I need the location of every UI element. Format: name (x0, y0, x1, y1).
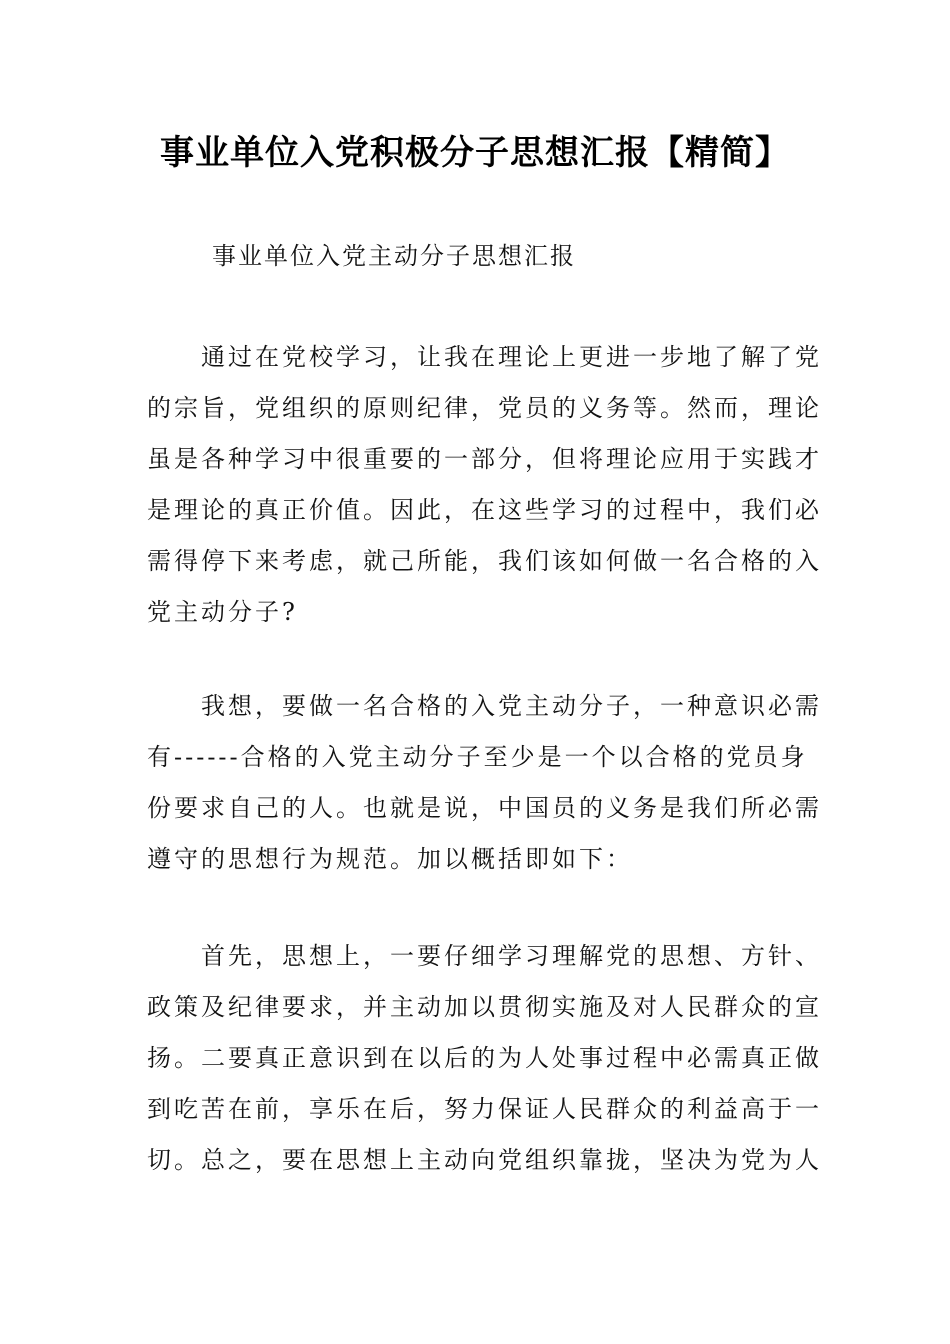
document-title: 事业单位入党积极分子思想汇报【精简】 (160, 133, 790, 173)
paragraph-line: 需得停下来考虑，就己所能，我们该如何做一名合格的入 (147, 547, 822, 575)
paragraph-line: 我想，要做一名合格的入党主动分子，一种意识必需 (201, 692, 822, 720)
paragraph-line: 虽是各种学习中很重要的一部分，但将理论应用于实践才 (147, 445, 822, 473)
paragraph-line: 有------合格的入党主动分子至少是一个以合格的党员身 (147, 743, 808, 771)
paragraph-line: 份要求自己的人。也就是说，中国员的义务是我们所必需 (147, 794, 822, 822)
paragraph-3 (147, 931, 822, 1186)
paragraph-line: 切。总之，要在思想上主动向党组织靠拢，坚决为党为人 (147, 1146, 822, 1174)
paragraph-line: 首先，思想上，一要仔细学习理解党的思想、方针、 (201, 942, 822, 970)
paragraph-line: 扬。二要真正意识到在以后的为人处事过程中必需真正做 (147, 1044, 822, 1072)
paragraph-line: 是理论的真正价值。因此，在这些学习的过程中，我们必 (147, 496, 822, 524)
paragraph-line: 到吃苦在前，享乐在后，努力保证人民群众的利益高于一 (147, 1095, 822, 1123)
paragraph-line: 政策及纪律要求，并主动加以贯彻实施及对人民群众的宣 (147, 993, 822, 1021)
paragraph-line: 的宗旨，党组织的原则纪律，党员的义务等。然而，理论 (147, 394, 822, 422)
paragraph-line: 党主动分子? (147, 598, 298, 626)
paragraph-1 (147, 332, 822, 638)
paragraph-2 (147, 681, 822, 885)
paragraph-line: 遵守的思想行为规范。加以概括即如下： (147, 845, 633, 873)
document-subtitle: 事业单位入党主动分子思想汇报 (212, 242, 576, 270)
paragraph-line: 通过在党校学习，让我在理论上更进一步地了解了党 (201, 343, 822, 371)
